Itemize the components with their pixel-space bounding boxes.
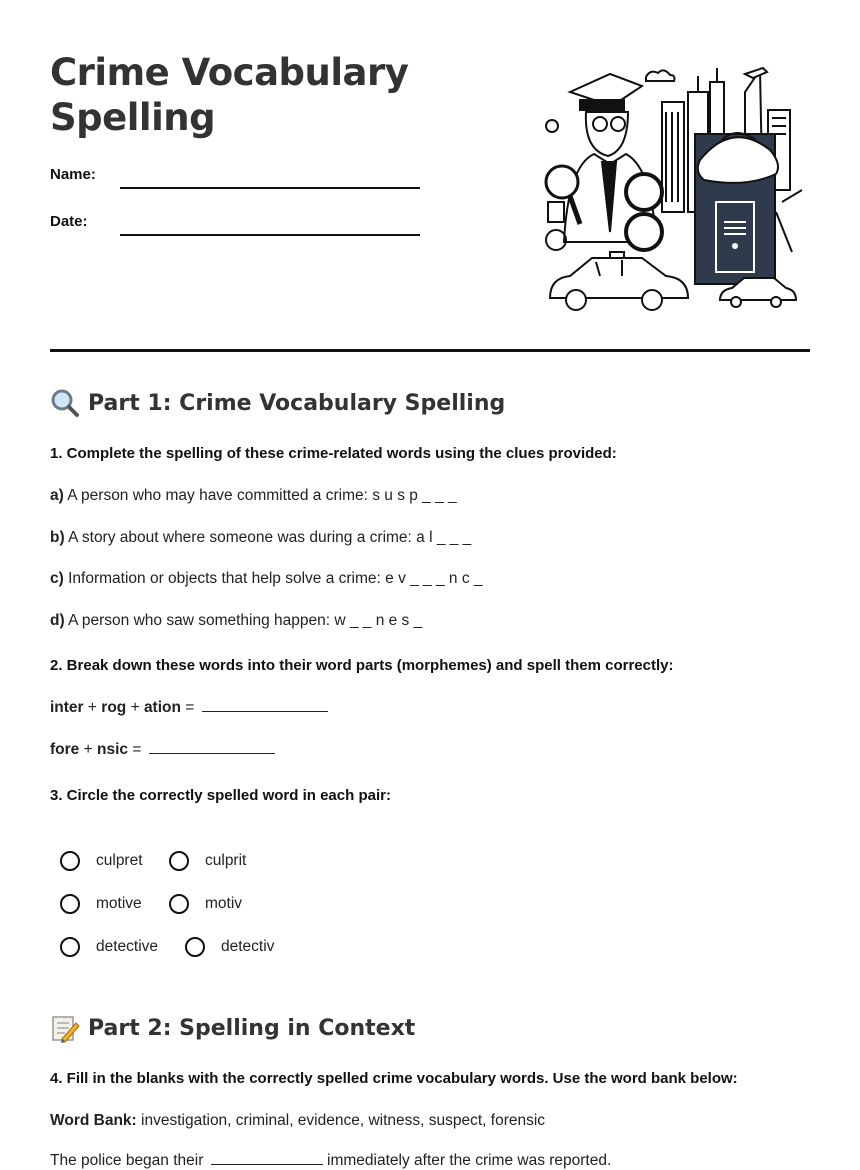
choice-option[interactable] (60, 851, 143, 871)
worksheet-title (50, 50, 408, 140)
choice-label: culprit (205, 852, 247, 869)
plus-sign: + (87, 699, 97, 716)
q1-item-d (50, 612, 422, 630)
choice-label: motiv (205, 895, 243, 912)
morpheme: ation (143, 699, 181, 716)
q1-item-a-letter: a) (50, 487, 64, 504)
title-line-2: Spelling (50, 96, 216, 139)
q1-item-b-text: A story about where someone was during a crime: a l _ _ _ (68, 529, 472, 546)
choice-label: detectiv (221, 938, 275, 955)
answer-blank[interactable] (149, 741, 275, 754)
radio-circle[interactable] (169, 851, 189, 871)
sentence-end: immediately after the crime was reported. (327, 1152, 612, 1169)
part1-heading-text: Part 1: Crime Vocabulary Spelling (88, 390, 506, 416)
radio-circle[interactable] (60, 851, 80, 871)
name-line[interactable] (120, 187, 420, 189)
q4-prompt: 4. Fill in the blanks with the correctly spelled crime vocabulary words. Use the word bank below: (50, 1070, 738, 1087)
choice-label: detective (96, 938, 159, 955)
part2-heading (50, 1013, 415, 1043)
choice-option[interactable] (185, 937, 274, 957)
police-detective-illustration (540, 62, 810, 318)
answer-blank[interactable] (202, 699, 328, 712)
q1-item-d-letter: d) (50, 612, 65, 629)
part1-heading (50, 388, 505, 418)
choice-option[interactable] (60, 937, 158, 957)
word-bank (50, 1112, 545, 1130)
q1-item-a (50, 487, 457, 505)
radio-circle[interactable] (185, 937, 205, 957)
q1-item-a-text: A person who may have committed a crime: s u s p _ _ _ (67, 487, 457, 504)
word-bank-words: investigation, criminal, evidence, witness, suspect, forensic (141, 1112, 546, 1129)
choice-option[interactable] (60, 894, 142, 914)
q1-item-b (50, 529, 471, 547)
q3-prompt: 3. Circle the correctly spelled word in each pair: (50, 787, 391, 804)
name-label: Name: (50, 166, 96, 183)
equals-sign: = (132, 741, 142, 758)
plus-sign: + (83, 741, 93, 758)
sentence-start: The police began their (50, 1152, 204, 1169)
q1-item-c-letter: c) (50, 570, 64, 587)
plus-sign: + (130, 699, 140, 716)
header-divider (50, 349, 810, 352)
q4-sentence (50, 1152, 611, 1170)
part2-heading-text: Part 2: Spelling in Context (88, 1015, 416, 1041)
radio-circle[interactable] (60, 937, 80, 957)
q1-item-b-letter: b) (50, 529, 65, 546)
equals-sign: = (185, 699, 195, 716)
answer-blank[interactable] (211, 1152, 323, 1165)
choice-option[interactable] (169, 894, 242, 914)
magnifying-glass-icon (50, 388, 80, 418)
memo-pencil-icon (50, 1013, 80, 1043)
q1-item-c-text: Information or objects that help solve a crime: e v _ _ _ n c _ (68, 570, 483, 587)
morpheme: fore (50, 741, 80, 758)
date-label: Date: (50, 213, 88, 230)
q1-item-c (50, 570, 483, 588)
date-line[interactable] (120, 234, 420, 236)
q1-prompt: 1. Complete the spelling of these crime-related words using the clues provided: (50, 445, 617, 462)
choice-option[interactable] (169, 851, 246, 871)
morpheme: rog (101, 699, 127, 716)
q1-item-d-text: A person who saw something happen: w _ _ n e s _ (68, 612, 423, 629)
morpheme: inter (50, 699, 84, 716)
title-line-1: Crime Vocabulary (50, 51, 409, 94)
radio-circle[interactable] (60, 894, 80, 914)
q2-item-1 (50, 699, 328, 717)
choice-label: culpret (96, 852, 143, 869)
morpheme: nsic (96, 741, 128, 758)
choice-label: motive (96, 895, 142, 912)
q2-prompt: 2. Break down these words into their word parts (morphemes) and spell them correctly: (50, 657, 674, 674)
word-bank-label: Word Bank: (50, 1112, 137, 1129)
radio-circle[interactable] (169, 894, 189, 914)
q2-item-2 (50, 741, 275, 759)
